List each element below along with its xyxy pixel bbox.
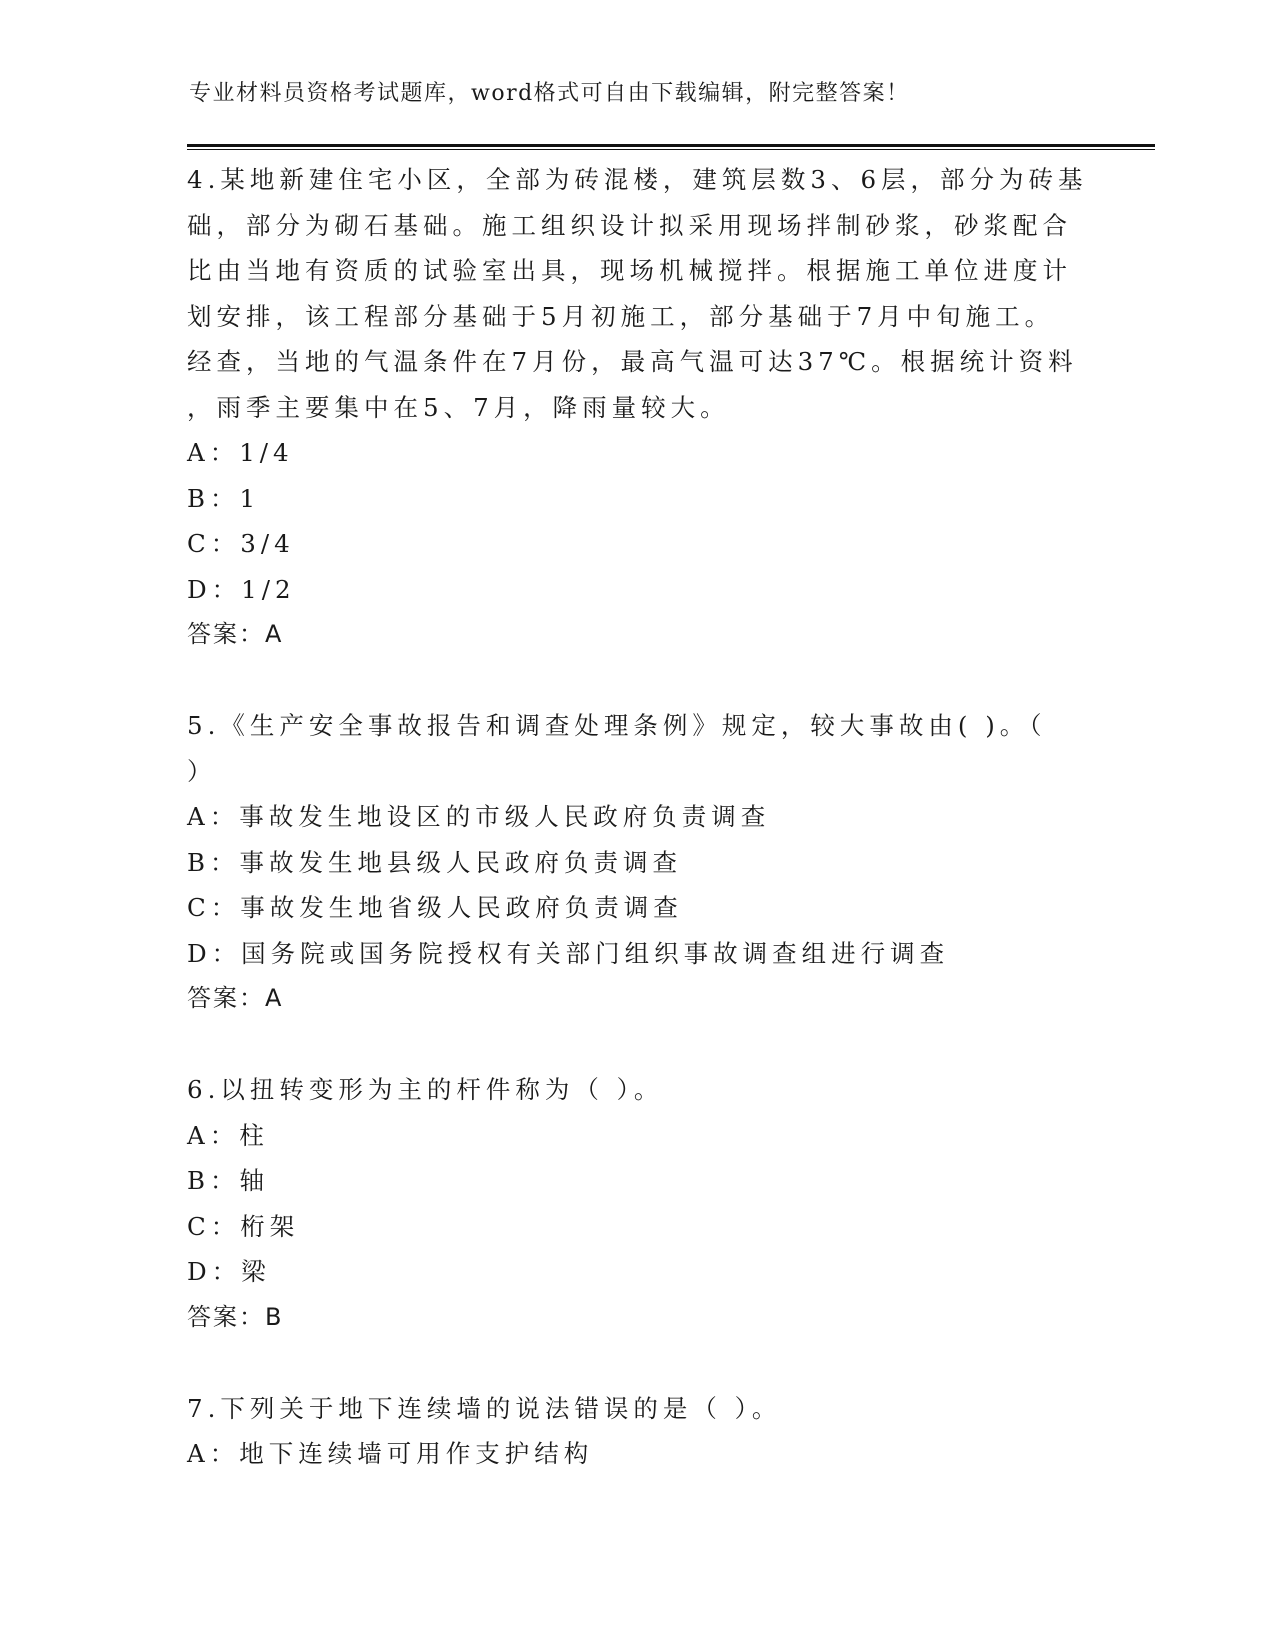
question-stem-line: 6.以扭转变形为主的杆件称为（ ）。 [187,1075,664,1104]
question-7 [187,1386,1087,1477]
question-stem-line: 划安排，该工程部分基础于5月初施工，部分基础于7月中旬施工。 [187,301,1055,331]
question-stem-line: 5.《生产安全事故报告和调查处理条例》规定，较大事故由( )。（ [187,711,1047,740]
answer-line: 答案：B [187,1302,284,1331]
question-6 [187,1067,1087,1340]
option-a: A：柱 [187,1120,269,1150]
option-d: D：国务院或国务院授权有关部门组织事故调查组进行调查 [187,938,950,968]
question-stem-line: 4.某地新建住宅小区，全部为砖混楼，建筑层数3、6层，部分为砖基 [187,165,1088,194]
answer-line: 答案：A [187,620,284,648]
option-a: A：1/4 [187,438,294,467]
answer-line: 答案：A [187,984,284,1012]
option-c: C：事故发生地省级人民政府负责调查 [187,893,683,922]
option-a: A：事故发生地设区的市级人民政府负责调查 [187,802,771,831]
question-stem-line: ，雨季主要集中在5、7月，降雨量较大。 [187,392,730,422]
option-b: B：事故发生地县级人民政府负责调查 [187,847,683,877]
question-5 [187,703,1087,1022]
option-b: B：轴 [187,1166,270,1195]
option-b: B：1 [187,483,261,513]
question-stem-line: 础，部分为砌石基础。施工组织设计拟采用现场拌制砂浆，砂浆配合 [187,210,1072,240]
question-spacer [187,658,1087,704]
header-divider [187,144,1155,150]
question-list [187,157,1087,1477]
question-4 [187,157,1087,658]
question-spacer [187,1340,1087,1386]
option-a: A：地下连续墙可用作支护结构 [187,1439,594,1468]
question-stem-line: 经查，当地的气温条件在7月份，最高气温可达37℃。根据统计资料 [187,347,1078,376]
option-c: C：3/4 [187,529,295,558]
option-d: D：梁 [187,1257,271,1286]
option-c: C：桁架 [187,1211,300,1241]
option-d: D：1/2 [187,574,296,604]
page-header: 专业材料员资格考试题库，word格式可自由下载编辑，附完整答案！ [189,81,910,106]
question-stem-line: ） [187,756,217,786]
question-spacer [187,1022,1087,1068]
question-stem-line: 比由当地有资质的试验室出具，现场机械搅拌。根据施工单位进度计 [187,256,1072,285]
question-stem-line: 7.下列关于地下连续墙的说法错误的是（ ）。 [187,1393,782,1423]
